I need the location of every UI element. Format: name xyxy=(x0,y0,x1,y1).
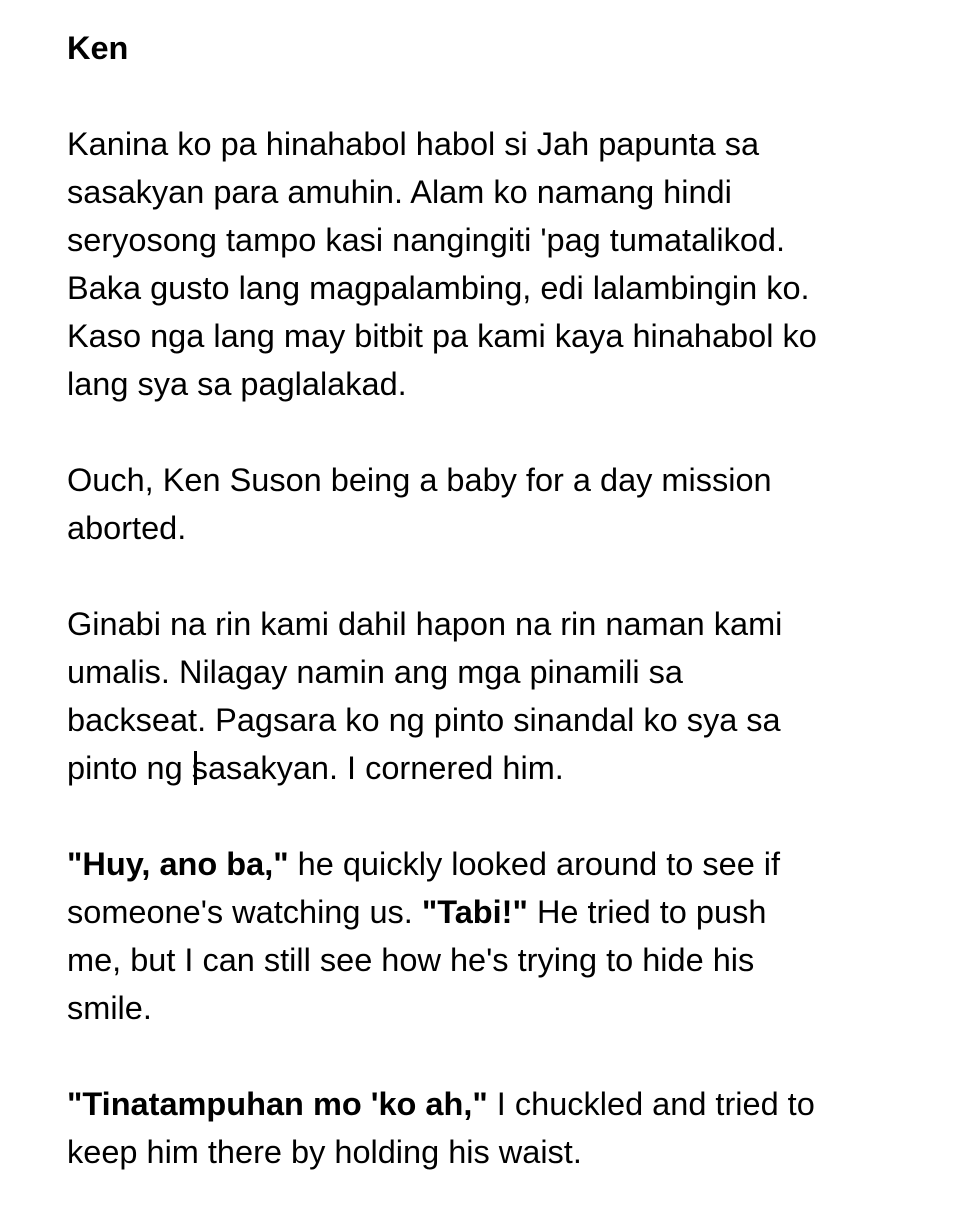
dialogue-bold: "Huy, ano ba," xyxy=(67,846,289,882)
text-segment: He tried to push xyxy=(527,894,767,930)
chapter-heading: Ken xyxy=(67,30,129,66)
paragraph-2 xyxy=(67,456,947,552)
paragraph-1 xyxy=(67,120,947,408)
text-line: Ouch, Ken Suson being a baby for a day mission xyxy=(67,462,772,498)
paragraph-5 xyxy=(67,1080,947,1176)
text-line xyxy=(67,1080,947,1128)
text-line: seryosong tampo kasi nangingiti 'pag tumatalikod. xyxy=(67,222,786,258)
text-line: backseat. Pagsara ko ng pinto sinandal ko sya sa xyxy=(67,702,781,738)
text-line: umalis. Nilagay namin ang mga pinamili sa xyxy=(67,654,683,690)
paragraph-4 xyxy=(67,840,947,1032)
text-line-with-caret xyxy=(67,744,947,792)
text-segment: I chuckled and tried to xyxy=(487,1086,815,1122)
text-segment: he quickly looked around to see if xyxy=(288,846,781,882)
document-body xyxy=(67,24,947,1224)
text-line: lang sya sa paglalakad. xyxy=(67,366,407,402)
text-line: smile. xyxy=(67,990,152,1026)
text-line: keep him there by holding his waist. xyxy=(67,1134,582,1170)
text-segment: sasakyan. I cornered him. xyxy=(191,750,564,786)
dialogue-bold: "Tabi!" xyxy=(421,894,528,930)
text-line: Kanina ko pa hinahabol habol si Jah papunta sa xyxy=(67,126,760,162)
text-line: Kaso nga lang may bitbit pa kami kaya hinahabol ko xyxy=(67,318,817,354)
text-line: Baka gusto lang magpalambing, edi lalambingin ko. xyxy=(67,270,810,306)
text-segment: pinto ng xyxy=(67,750,192,786)
text-line xyxy=(67,840,947,888)
text-line: me, but I can still see how he's trying to hide his xyxy=(67,942,755,978)
paragraph-3 xyxy=(67,600,947,792)
text-segment: someone's watching us. xyxy=(67,894,422,930)
text-line xyxy=(67,888,947,936)
text-line: sasakyan para amuhin. Alam ko namang hindi xyxy=(67,174,732,210)
text-line: aborted. xyxy=(67,510,187,546)
text-line: Ginabi na rin kami dahil hapon na rin naman kami xyxy=(67,606,783,642)
dialogue-bold: "Tinatampuhan mo 'ko ah," xyxy=(67,1086,488,1122)
